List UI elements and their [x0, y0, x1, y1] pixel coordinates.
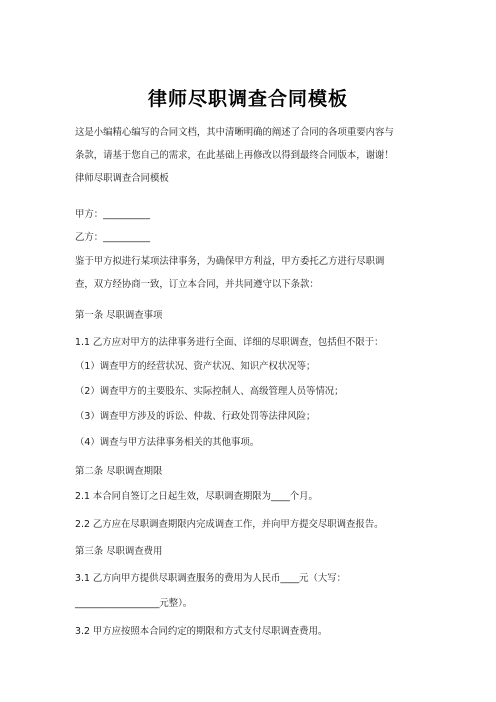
clause-1-1-item-2: （2）调查甲方的主要股东、实际控制人、高级管理人员等情况；	[75, 386, 344, 397]
intro-line-2: 条款，请基于您自己的需求，在此基础上再修改以得到最终合同版本，谢谢！	[75, 150, 394, 161]
clause-2-2: 2.2 乙方应在尽职调查期限内完成调查工作，并向甲方提交尽职调查报告。	[75, 519, 384, 530]
clause-1-1: 1.1 乙方应对甲方的法律事务进行全面、详细的尽职调查，包括但不限于：	[75, 337, 384, 348]
clause-3-2: 3.2 甲方应按照本合同约定的期限和方式支付尽职调查费用。	[75, 626, 328, 637]
intro-line-1: 这是小编精心编写的合同文档，其中清晰明确的阐述了合同的各项重要内容与	[75, 127, 394, 138]
clause-1-1-item-1: （1）调查甲方的经营状况、资产状况、知识产权状况等；	[75, 361, 316, 372]
clause-1-1-item-4: （4）调查与甲方法律事务相关的其他事项。	[75, 437, 260, 448]
clause-3-1-line-2: __________________元整）。	[75, 598, 193, 609]
article-1-heading: 第一条 尽职调查事项	[75, 310, 163, 321]
document-title: 律师尽职调查合同模板	[147, 88, 348, 110]
preamble-line-1: 鉴于甲方拟进行某项法律事务，为确保甲方利益，甲方委托乙方进行尽职调	[75, 256, 385, 267]
clause-2-1: 2.1 本合同自签订之日起生效，尽职调查期限为____个月。	[75, 491, 318, 502]
party-b-line: 乙方：__________	[75, 232, 151, 243]
preamble-line-2: 查，双方经协商一致，订立本合同，并共同遵守以下条款：	[75, 279, 319, 290]
clause-3-1-line-1: 3.1 乙方向甲方提供尽职调查服务的费用为人民币____元（大写：	[75, 573, 347, 584]
party-a-line: 甲方：__________	[75, 209, 151, 220]
article-3-heading: 第三条 尽职调查费用	[75, 546, 163, 557]
subtitle-line: 律师尽职调查合同模板	[75, 173, 169, 184]
article-2-heading: 第二条 尽职调查期限	[75, 466, 163, 477]
clause-1-1-item-3: （3）调查甲方涉及的诉讼、仲裁、行政处罚等法律风险；	[75, 411, 316, 422]
